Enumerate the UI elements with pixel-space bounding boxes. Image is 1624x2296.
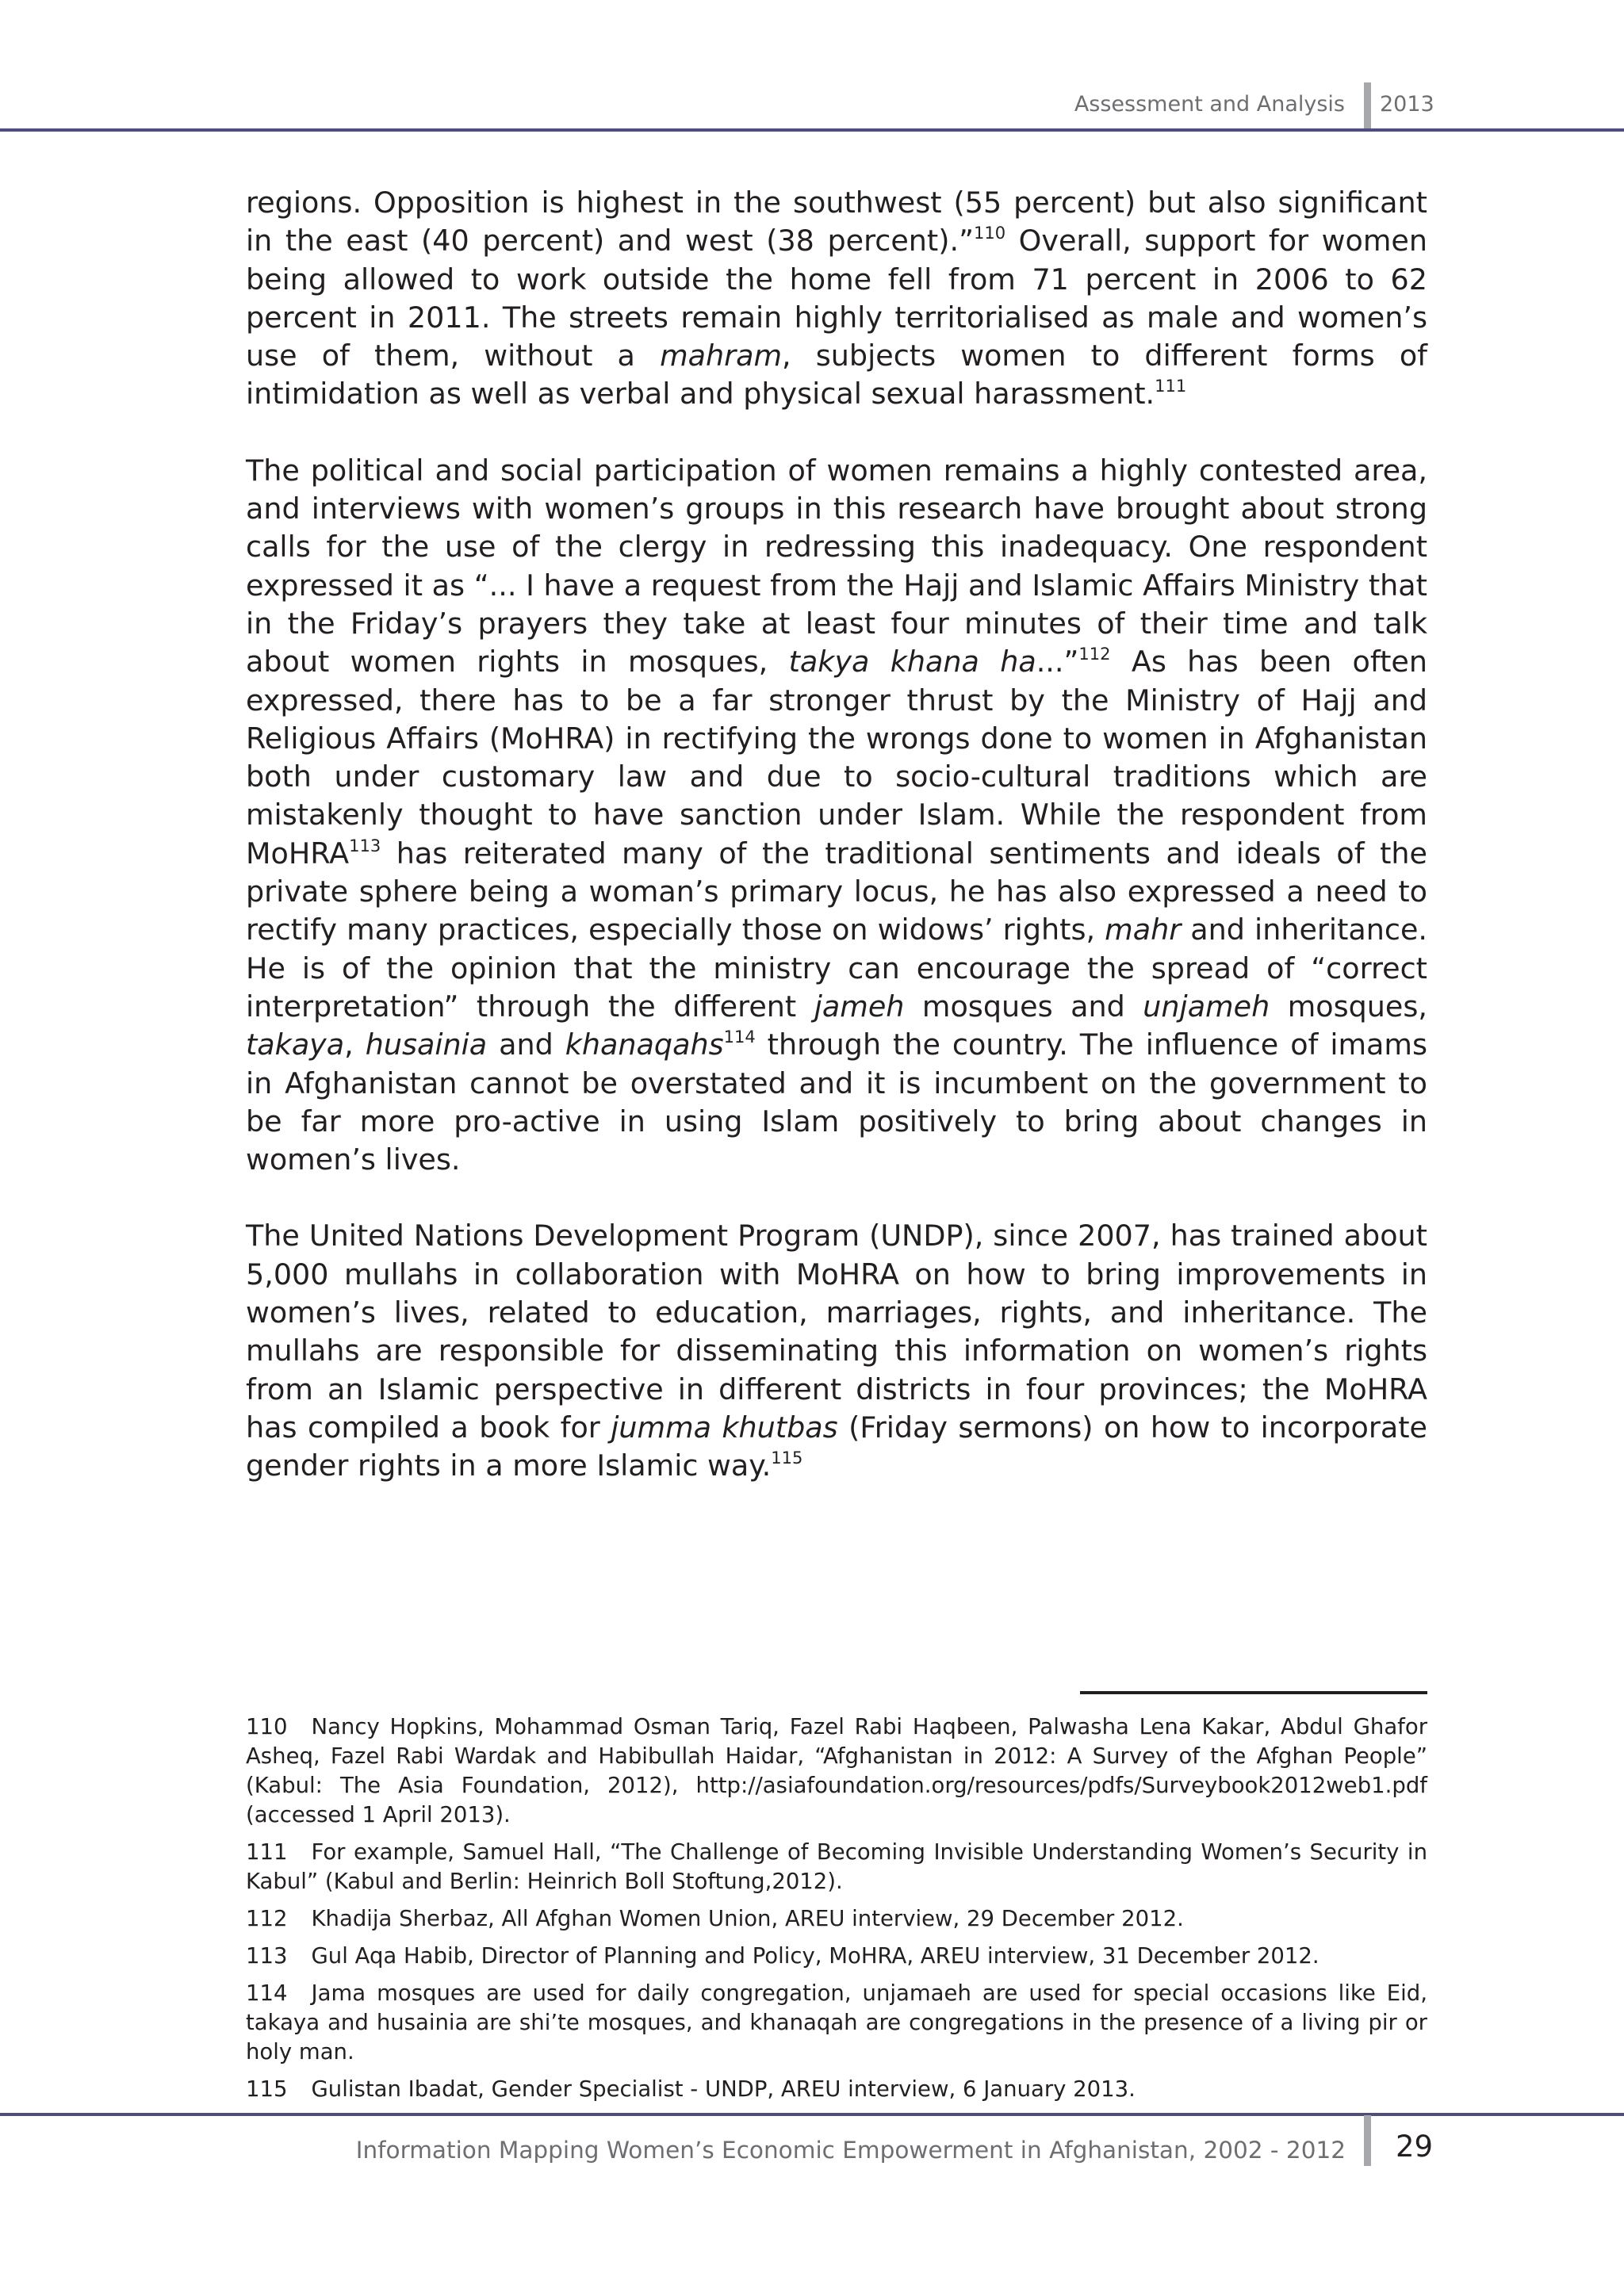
footnote-number: 111 <box>246 1839 288 1865</box>
header-separator-bar <box>1364 82 1371 130</box>
italic-term: takaya <box>246 1027 345 1062</box>
footnote-ref: 114 <box>723 1027 756 1047</box>
page-number: 29 <box>1396 2130 1434 2164</box>
footnote-ref: 115 <box>771 1448 803 1468</box>
footnote-ref: 112 <box>1078 645 1111 664</box>
footnote-110 <box>246 1712 1427 1830</box>
footnote-text: Gulistan Ibadat, Gender Specialist - UNDP, AREU interview, 6 January 2013. <box>311 2076 1136 2102</box>
footer-separator-bar <box>1364 2115 1371 2166</box>
paragraph-3 <box>246 1217 1427 1485</box>
header-rule <box>0 128 1624 132</box>
text-run: , <box>344 1027 366 1062</box>
running-footer-title: Information Mapping Women’s Economic Empowerment in Afghanistan, 2002 - 2012 <box>355 2137 1346 2164</box>
footnote-separator <box>1080 1691 1427 1694</box>
italic-term: khanaqahs <box>565 1027 724 1062</box>
body-text <box>246 184 1427 1524</box>
footnote-111 <box>246 1838 1427 1896</box>
footnote-text: For example, Samuel Hall, “The Challenge of Becoming Invisible Understanding Women’s Security in Kabul” (Kabul and Berlin: Heinrich Boll Stoftung,2012). <box>246 1839 1427 1894</box>
footnote-number: 115 <box>246 2076 288 2102</box>
footnote-text: Jama mosques are used for daily congregation, unjamaeh are used for special occasions like Eid, takaya and husainia are shi’te mosques, and khanaqah are congregations in the presence of a living pir or holy man. <box>246 1980 1427 2064</box>
running-header-section: Assessment and Analysis <box>1074 92 1345 117</box>
text-run: and inheritance. He is of the opinion that the ministry can encourage the spread of “correct interpretation” through the different <box>246 913 1428 1024</box>
footnote-text: Gul Aqa Habib, Director of Planning and Policy, MoHRA, AREU interview, 31 December 2012. <box>311 1943 1320 1969</box>
footnote-number: 112 <box>246 1906 288 1931</box>
footnote-ref: 111 <box>1155 377 1187 396</box>
footnotes <box>246 1712 1427 2112</box>
text-run: regions. Opposition is highest in the southwest (55 percent) but also significant in the east (40 percent) and west (38 percent).” <box>246 186 1427 258</box>
footnote-text: Khadija Sherbaz, All Afghan Women Union, AREU interview, 29 December 2012. <box>311 1906 1184 1931</box>
footnote-ref: 113 <box>349 836 381 855</box>
running-header-year: 2013 <box>1380 92 1434 117</box>
footnote-number: 110 <box>246 1714 288 1739</box>
text-run: The political and social participation of women remains a highly contested area, and interviews with women’s groups in this research have brought about strong calls for the use of the clergy in redressing this inadequacy. One respondent expressed it as “... I have a request from the Hajj and Islamic Affairs Ministry that in the Friday’s prayers they take at least four minutes of their time and talk about women rights in mosques, <box>246 453 1427 679</box>
italic-term: takya khana ha <box>788 645 1036 679</box>
text-run: ...” <box>1036 645 1079 679</box>
paragraph-2 <box>246 452 1427 1180</box>
italic-term: jumma khutbas <box>611 1410 838 1445</box>
text-run: (Friday sermons) on how to incorporate gender rights in a more Islamic way. <box>246 1410 1427 1483</box>
italic-term: husainia <box>365 1027 488 1062</box>
text-run: mosques, <box>1270 989 1427 1024</box>
text-run: mosques and <box>904 989 1143 1024</box>
footnote-113 <box>246 1942 1427 1971</box>
footnote-112 <box>246 1904 1427 1934</box>
text-run: Overall, support for women being allowed to work outside the home fell from 71 percent in 2006 to 62 percent in 2011. The streets remain highly territorialised as male and women’s use of them, without a <box>246 224 1427 373</box>
text-run: has reiterated many of the traditional sentiments and ideals of the private sphere being a woman’s primary locus, he has also expressed a need to rectify many practices, especially those on widows’ rights, <box>246 836 1427 947</box>
italic-term: mahram <box>660 339 783 373</box>
italic-term: mahr <box>1105 913 1182 947</box>
footnote-114 <box>246 1979 1427 2067</box>
footnote-number: 113 <box>246 1943 288 1969</box>
footer-rule <box>0 2113 1624 2116</box>
paragraph-1 <box>246 184 1427 414</box>
italic-term: jameh <box>814 989 905 1024</box>
text-run: , subjects women to different forms of intimidation as well as verbal and physical sexual harassment. <box>246 339 1427 411</box>
text-run: As has been often expressed, there has to be a far stronger thrust by the Ministry of Hajj and Religious Affairs (MoHRA) in rectifying the wrongs done to women in Afghanistan both under customary law and due to socio-cultural traditions which are mistakenly thought to have sanction under Islam. While the respondent from MoHRA <box>246 645 1427 871</box>
text-run: The United Nations Development Program (UNDP), since 2007, has trained about 5,000 mullahs in collaboration with MoHRA on how to bring improvements in women’s lives, related to education, marriages, rights, and inheritance. The mullahs are responsible for disseminating this information on women’s rights from an Islamic perspective in different districts in four provinces; the MoHRA has compiled a book for <box>246 1219 1427 1445</box>
footnote-115 <box>246 2075 1427 2104</box>
italic-term: unjameh <box>1143 989 1270 1024</box>
text-run: and <box>487 1027 565 1062</box>
footnote-text: Nancy Hopkins, Mohammad Osman Tariq, Fazel Rabi Haqbeen, Palwasha Lena Kakar, Abdul Ghafor Asheq, Fazel Rabi Wardak and Habibullah Haidar, “Afghanistan in 2012: A Survey of the Afghan People” (Kabul: The Asia Foundation, 2012), http://asiafoundation.org/resources/pdfs/Surveybook2012web1.pdf (accessed 1 April 2013). <box>246 1714 1427 1827</box>
footnote-ref: 110 <box>974 224 1006 243</box>
footnote-number: 114 <box>246 1980 288 2006</box>
text-run: through the country. The influence of imams in Afghanistan cannot be overstated and it is incumbent on the government to be far more pro-active in using Islam positively to bring about changes in women’s lives. <box>246 1027 1427 1177</box>
